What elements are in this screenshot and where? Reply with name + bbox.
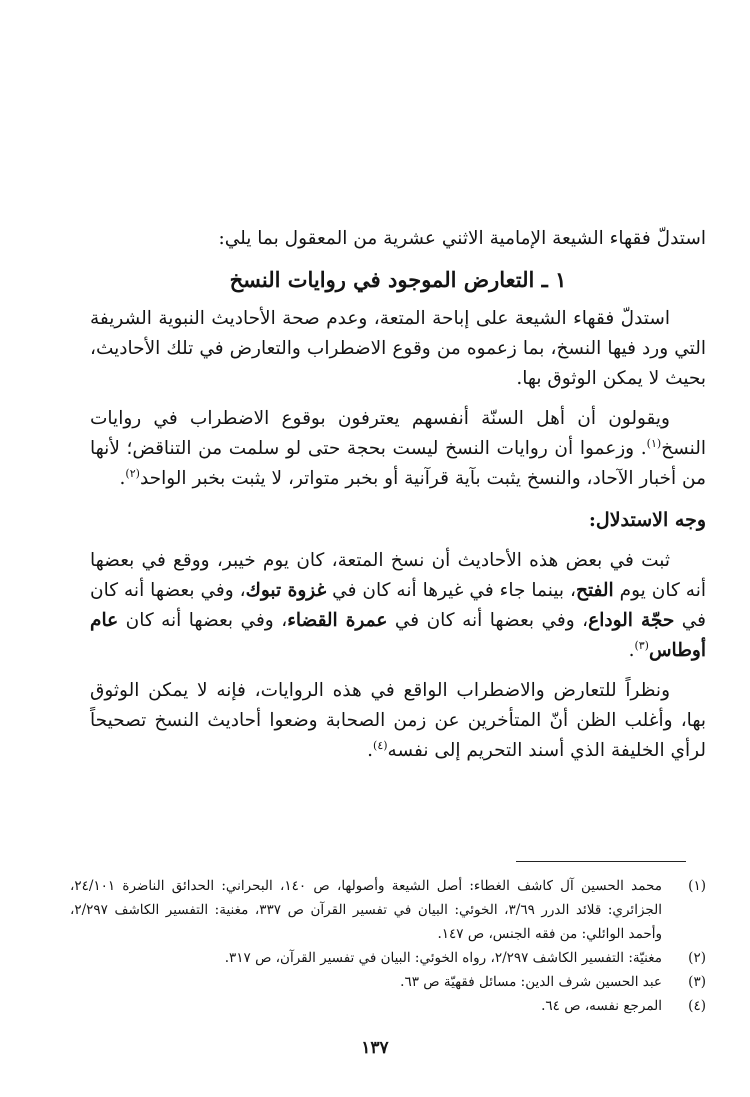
- footnote-number: (٣): [688, 974, 706, 990]
- intro-line: استدلّ فقهاء الشيعة الإمامية الاثني عشرية من المعقول بما يلي:: [218, 228, 706, 249]
- paragraph-4: [90, 676, 706, 766]
- paragraph-2-text-b: . وزعموا أن روايات النسخ ليست بحجة حتى لو سلمت من التناقض؛ لأنها من أخبار الآحاد، والنسخ يثبت بآية قرآنية أو بخبر متواتر، لا يثبت بخبر الواحد: [90, 438, 706, 489]
- term-fath: الفتح: [576, 580, 614, 601]
- paragraph-2-text-a: ويقولون أن أهل السنّة أنفسهم يعترفون بوقوع الاضطراب في روايات النسخ: [90, 408, 706, 459]
- term-qada: عمرة القضاء: [287, 610, 388, 631]
- footnotes: [70, 874, 706, 1018]
- paragraph-3-text-a: ثبت في بعض هذه الأحاديث أن نسخ المتعة، كان يوم خيبر، ووقع في بعضها أنه كان يوم: [90, 550, 706, 601]
- footnote-divider: [516, 861, 686, 862]
- footnote-number: (٤): [688, 998, 706, 1014]
- paragraph-2: [90, 404, 706, 494]
- footnote-number: (٢): [688, 950, 706, 966]
- footnote-4: [70, 994, 706, 1018]
- footnote-text: مغنيّة: التفسير الكاشف ٢/٢٩٧، رواه الخوئي: البيان في تفسير القرآن، ص ٣١٧.: [224, 950, 662, 966]
- paragraph-3-text-b: ، بينما جاء في غيرها أنه كان في: [326, 580, 576, 601]
- term-tabuk: غزوة تبوك: [245, 580, 327, 601]
- term-awtas: عام أوطاس: [90, 610, 706, 661]
- paragraph-3-text-f: .: [628, 640, 635, 661]
- section-title: ١ ـ التعارض الموجود في روايات النسخ: [229, 267, 567, 292]
- footnote-number: (١): [688, 878, 706, 894]
- footnote-text: المرجع نفسه، ص ٦٤.: [541, 998, 662, 1014]
- footnote-text: عبد الحسين شرف الدين: مسائل فقهيّة ص ٦٣.: [400, 974, 662, 990]
- footnote-3: [70, 970, 706, 994]
- paragraph-3-text-c: ، وفي بعضها أنه كان في: [90, 580, 707, 631]
- footnote-ref-4[interactable]: (٤): [373, 738, 388, 752]
- paragraph-2-text-c: .: [119, 468, 126, 489]
- footnote-ref-1[interactable]: (١): [646, 436, 662, 450]
- footnote-ref-3[interactable]: (٣): [634, 638, 649, 652]
- term-wada: حجّة الوداع: [588, 610, 675, 631]
- paragraph-3-text-d: ، وفي بعضها أنه كان في: [387, 610, 589, 631]
- footnote-ref-2[interactable]: (٢): [125, 466, 140, 480]
- paragraph-3: [90, 546, 706, 666]
- paragraph-3-text-e: ، وفي بعضها أنه كان: [118, 610, 288, 631]
- footnote-2: [70, 946, 706, 970]
- footnote-1: [70, 874, 706, 946]
- paragraph-1: استدلّ فقهاء الشيعة على إباحة المتعة، وعدم صحة الأحاديث النبوية الشريفة التي ورد فيها النسخ، بما زعموه من وقوع الاضطراب والتعارض في تلك الأحاديث، بحيث لا يمكن الوثوق بها.: [90, 308, 706, 389]
- subheading: وجه الاستدلال:: [588, 509, 706, 531]
- paragraph-4-text-b: .: [367, 740, 374, 761]
- footnote-text: محمد الحسين آل كاشف الغطاء: أصل الشيعة وأصولها، ص ١٤٠، البحراني: الحدائق الناضرة ٢٤/١٠١، الجزائري: قلائد الدرر ٣/٦٩، الخوئي: البيان في تفسير القرآن ص ٣٣٧، مغنية: التفسير الكاشف ٢/٢٩٧، وأحمد الوائلي: من فقه الجنس، ص ١٤٧.: [70, 878, 663, 942]
- page-body: [90, 222, 706, 776]
- page-number: ١٣٧: [361, 1038, 389, 1058]
- paragraph-4-text-a: ونظراً للتعارض والاضطراب الواقع في هذه الروايات، فإنه لا يمكن الوثوق بها، وأغلب الظن أنّ المتأخرين عن زمن الصحابة وضعوا أحاديث النسخ تصحيحاً لرأي الخليفة الذي أسند التحريم إلى نفسه: [90, 680, 706, 761]
